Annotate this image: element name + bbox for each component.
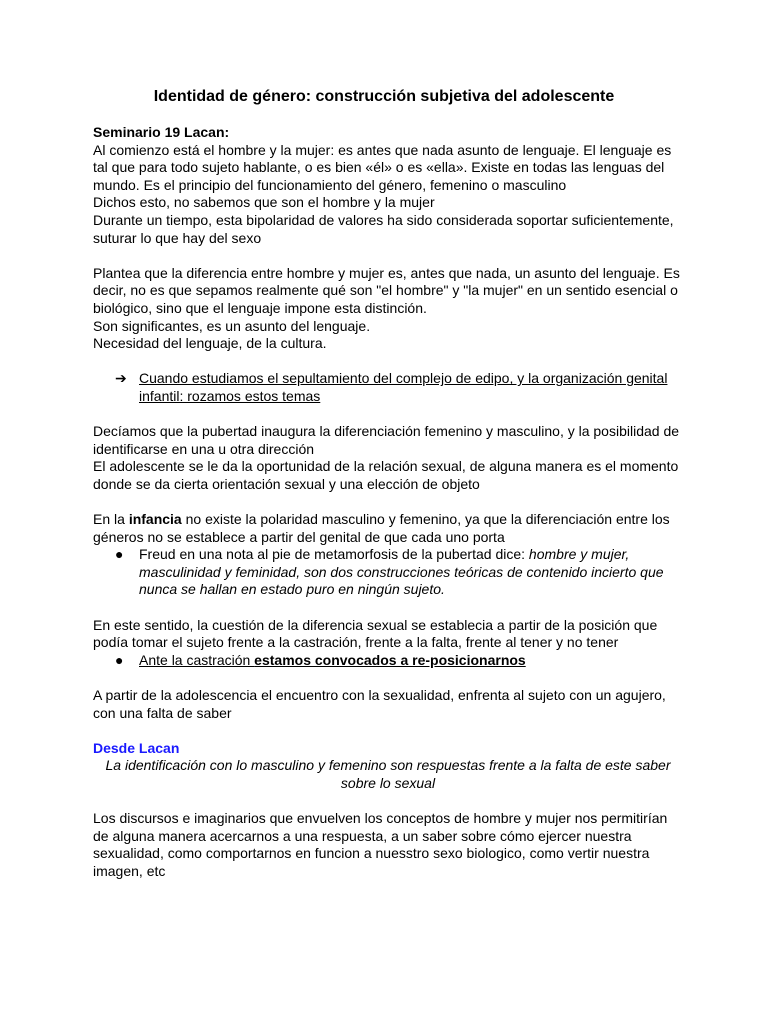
paragraph-3-line-2: El adolescente se le da la oportunidad de la relación sexual, de alguna manera es el momento donde se da cierta orientación sexual y una elección de objeto <box>93 458 679 492</box>
paragraph-2-line-3: Necesidad del lenguaje, de la cultura. <box>93 335 327 352</box>
arrow-item-text: Cuando estudiamos el sepultamiento del complejo de edipo, y la organización genital infantil: rozamos estos temas <box>139 370 668 404</box>
spacer <box>93 493 683 511</box>
paragraph-6: A partir de la adolescencia el encuentro con la sexualidad, enfrenta al sujeto con un agujero, con una falta de saber <box>93 687 666 721</box>
paragraph-7: Los discursos e imaginarios que envuelven los conceptos de hombre y mujer nos permitirían de alguna manera acercarnos a una respuesta, a un saber sobre cómo ejercer nuestra sexualidad, como comportarnos en funcion a nuesstro sexo biologico, como vertir nuestra imagen, etc <box>93 810 668 879</box>
bullet-icon: ● <box>115 546 124 563</box>
paragraph-4-pre: En la <box>93 511 129 528</box>
bullet-2-pre: Ante la castración <box>139 651 255 668</box>
infancia-bold: infancia <box>128 511 182 528</box>
bullet-item-castracion <box>93 652 683 670</box>
paragraph-4 <box>93 511 683 546</box>
paragraph-3: Decíamos que la pubertad inaugura la diferenciación femenino y masculino, y la posibilidad de identificarse en una u otra dirección <box>93 423 680 457</box>
bullet-icon: ● <box>115 651 124 668</box>
spacer <box>93 793 683 811</box>
paragraph-1-line-3: Durante un tiempo, esta bipolaridad de valores ha sido considerada soportar suficientemente, suturar lo que hay del sexo <box>93 211 674 246</box>
paragraph-1-line-2: Dichos esto, no sabemos que son el hombre y la mujer <box>93 194 435 211</box>
arrow-icon: ➔ <box>115 370 127 387</box>
paragraph-4-post: no existe la polaridad masculino y femenino, ya que la diferenciación entre los géneros no se establece a partir del genital de que cada uno porta <box>93 511 670 545</box>
spacer <box>93 669 683 687</box>
lacan-quote: La identificación con lo masculino y femenino son respuestas frente a la falta de este saber sobre lo sexual <box>105 757 671 791</box>
spacer <box>93 353 683 371</box>
paragraph-2: Plantea que la diferencia entre hombre y mujer es, antes que nada, un asunto del lenguaje. Es decir, no es que sepamos realmente qué son "el hombre" y "la mujer" en un sentido esencial o biológico, sino que el lenguaje impone esta distinción. <box>93 264 680 316</box>
spacer <box>93 406 683 424</box>
document-body <box>93 124 683 881</box>
paragraph-5: En este sentido, la cuestión de la diferencia sexual se establecia a partir de la posición que podía tomar el sujeto frente a la castración, frente a la falta, frente al tener y no tener <box>93 616 658 651</box>
spacer <box>93 247 683 265</box>
bullet-2-bold: estamos convocados a re-posicionarnos <box>254 651 526 668</box>
bullet-1-pre: Freud en una nota al pie de metamorfosis de la pubertad dice: <box>139 546 529 563</box>
arrow-list-item <box>93 370 683 405</box>
paragraph-1: Al comienzo está el hombre y la mujer: es antes que nada asunto de lenguaje. El lenguaje es tal que para todo sujeto hablante, o es bien «él» o es «ella». Existe en todas las lenguas del mundo. Es el principio del funcionamiento del género, femenino o masculino <box>93 141 672 193</box>
spacer <box>93 599 683 617</box>
bullet-item-freud <box>93 546 683 599</box>
paragraph-2-line-2: Son significantes, es un asunto del lenguaje. <box>93 317 371 334</box>
bullet-2-text <box>139 652 526 668</box>
seminar-heading: Seminario 19 Lacan: <box>93 124 230 140</box>
desde-lacan-heading: Desde Lacan <box>93 739 180 756</box>
document-title: Identidad de género: construcción subjetiva del adolescente <box>153 88 615 105</box>
bullet-1-quote: hombre y mujer, masculinidad y feminidad, son dos construcciones teóricas de contenido incierto que nunca se hallan en estado puro en ningún sujeto. <box>139 546 664 598</box>
spacer <box>93 722 683 740</box>
